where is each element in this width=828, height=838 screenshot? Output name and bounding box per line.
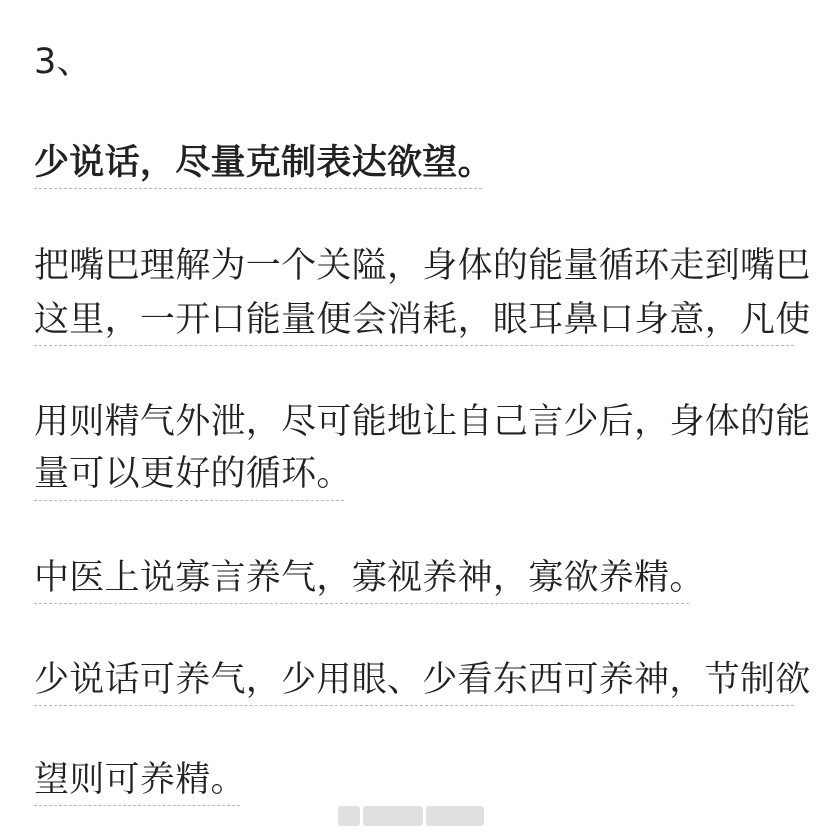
paragraph-line-4: 量可以更好的循环。 bbox=[34, 454, 352, 494]
dashed-underline bbox=[34, 603, 689, 604]
watermark-mark bbox=[338, 806, 360, 826]
paragraph-line-3: 用则精气外泄，尽可能地让自己言少后，身体的能 bbox=[34, 402, 811, 442]
watermark-mark bbox=[426, 806, 484, 826]
paragraph-line-1: 把嘴巴理解为一个关隘，身体的能量循环走到嘴巴 bbox=[34, 246, 811, 286]
dashed-underline bbox=[34, 500, 344, 501]
dashed-underline bbox=[34, 705, 794, 706]
section-number: 3、 bbox=[34, 42, 92, 82]
section-heading: 少说话，尽量克制表达欲望。 bbox=[34, 143, 493, 183]
paragraph-line-5: 中医上说寡言养气，寡视养神，寡欲养精。 bbox=[34, 558, 705, 598]
watermark-logo bbox=[338, 802, 488, 830]
dashed-underline bbox=[34, 805, 240, 806]
watermark-mark bbox=[363, 806, 423, 826]
paragraph-line-7: 望则可养精。 bbox=[34, 760, 246, 800]
dashed-underline bbox=[34, 188, 482, 189]
paragraph-line-6: 少说话可养气，少用眼、少看东西可养神，节制欲 bbox=[34, 660, 811, 700]
paragraph-line-2: 这里，一开口能量便会消耗，眼耳鼻口身意，凡使 bbox=[34, 300, 811, 340]
dashed-underline bbox=[34, 345, 794, 346]
